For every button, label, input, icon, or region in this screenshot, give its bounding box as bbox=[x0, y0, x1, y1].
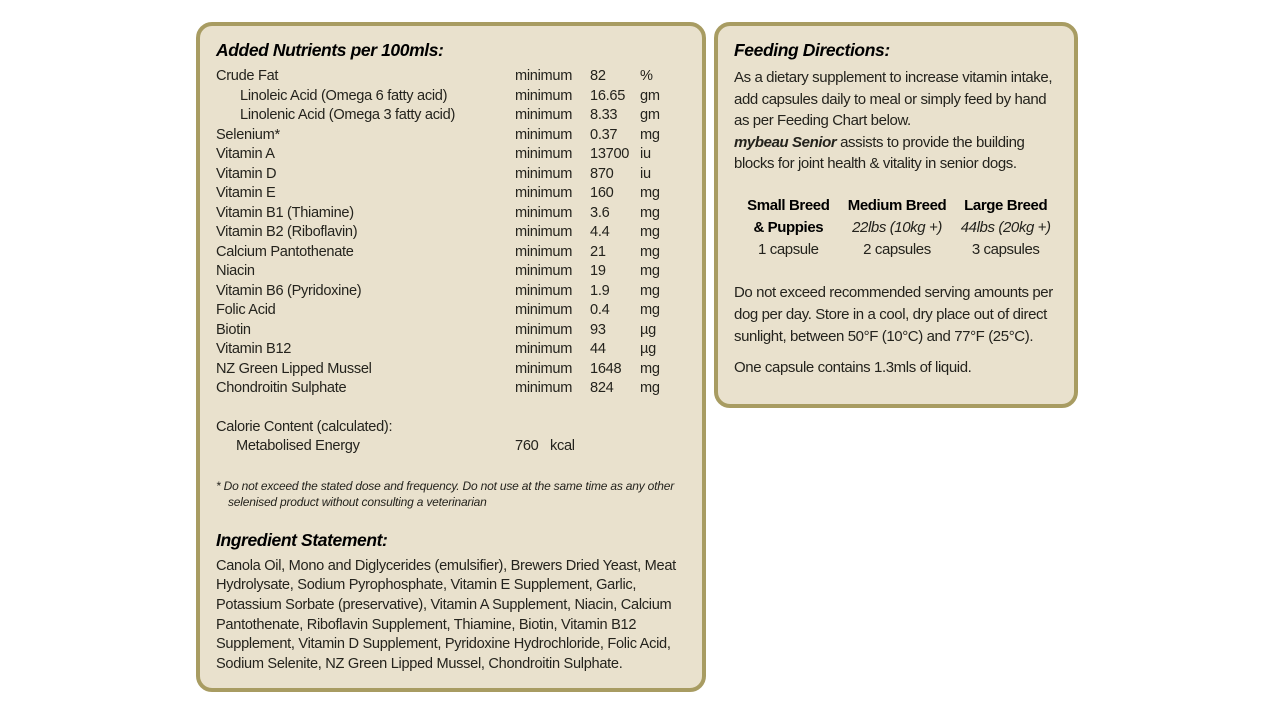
table-row bbox=[216, 184, 686, 204]
nutrient-unit: µg bbox=[640, 321, 656, 338]
nutrient-label: Folic Acid bbox=[216, 302, 276, 318]
nutrient-value: 19 bbox=[590, 263, 606, 279]
nutrient-unit: mg bbox=[640, 282, 660, 299]
nutrient-qualifier: minimum bbox=[515, 107, 573, 123]
nutrient-unit: mg bbox=[640, 243, 660, 260]
capsule-amount: 1 capsule bbox=[758, 240, 819, 258]
nutrient-label: Calcium Pantothenate bbox=[216, 243, 354, 260]
table-row bbox=[216, 67, 686, 87]
nutrient-unit: mg bbox=[640, 224, 660, 240]
brand-name: mybeau Senior bbox=[734, 133, 837, 151]
nutrient-qualifier: minimum bbox=[515, 68, 573, 84]
breed-header: Small Breed bbox=[747, 196, 830, 214]
breed-subheader: & Puppies bbox=[753, 218, 824, 236]
feeding-intro-text: As a dietary supplement to increase vitamin intake, add capsules daily to meal or simply feed by hand as per Feeding Chart below. bbox=[734, 69, 1053, 130]
nutrient-label: Linoleic Acid (Omega 6 fatty acid) bbox=[240, 87, 448, 104]
table-row bbox=[216, 243, 686, 263]
nutrient-value: 1648 bbox=[590, 360, 622, 377]
nutrient-qualifier: minimum bbox=[515, 126, 573, 143]
nutrient-label: Niacin bbox=[216, 263, 255, 279]
table-row bbox=[216, 340, 686, 360]
feeding-chart-column-medium bbox=[843, 195, 952, 260]
ingredient-statement-text: Canola Oil, Mono and Diglycerides (emulsifier), Brewers Dried Yeast, Meat Hydrolysate, Sodium Pyrophosphate, Vitamin E Supplement, Garlic, Potassium Sorbate (preservative), Vitamin A Supplement, Niacin, Calcium Pantothenate, Riboflavin Supplement, Thiamine, Biotin, Vitamin B12 Supplement, Vitamin D Supplement, Pyridoxine Hydrochloride, Folic Acid, Sodium Selenite, NZ Green Lipped Mussel, Chondroitin Sulphate. bbox=[216, 557, 676, 673]
nutrients-title: Added Nutrients per 100mls: bbox=[216, 40, 444, 60]
nutrient-label: Vitamin B2 (Riboflavin) bbox=[216, 224, 358, 240]
table-row bbox=[216, 321, 686, 341]
nutrient-label: Vitamin B6 (Pyridoxine) bbox=[216, 282, 362, 299]
nutrient-qualifier: minimum bbox=[515, 321, 573, 338]
nutrient-qualifier: minimum bbox=[515, 165, 573, 182]
table-row bbox=[216, 145, 686, 165]
table-row bbox=[216, 223, 686, 243]
nutrient-value: 0.4 bbox=[590, 302, 610, 318]
table-row bbox=[216, 165, 686, 185]
nutrient-value: 1.9 bbox=[590, 282, 610, 299]
breed-subheader: 44lbs (20kg +) bbox=[960, 218, 1051, 236]
table-row bbox=[216, 360, 686, 380]
nutrient-value: 82 bbox=[590, 68, 606, 84]
nutrient-value: 870 bbox=[590, 165, 614, 182]
capsule-amount: 2 capsules bbox=[863, 240, 931, 258]
nutrient-value: 4.4 bbox=[590, 224, 610, 240]
nutrient-unit: µg bbox=[640, 341, 656, 357]
nutrient-qualifier: minimum bbox=[515, 263, 573, 279]
feeding-chart-column-large bbox=[951, 195, 1060, 260]
table-row bbox=[216, 262, 686, 282]
nutrient-value: 3.6 bbox=[590, 204, 610, 221]
breed-subheader: 22lbs (10kg +) bbox=[852, 218, 942, 236]
nutrient-unit: mg bbox=[640, 360, 660, 377]
nutrient-value: 13700 bbox=[590, 146, 630, 162]
nutrient-qualifier: minimum bbox=[515, 224, 573, 240]
nutrient-value: 16.65 bbox=[590, 87, 626, 104]
calorie-heading: Calorie Content (calculated): bbox=[216, 418, 393, 435]
nutrient-unit: iu bbox=[640, 146, 651, 162]
nutrient-unit: mg bbox=[640, 126, 660, 143]
selenium-footnote bbox=[216, 478, 686, 511]
calorie-unit: kcal bbox=[550, 438, 575, 454]
footnote-line: * Do not exceed the stated dose and frequency. Do not use at the same time as any other bbox=[216, 478, 675, 493]
brand-benefit-rest: assists to provide the building blocks for joint health & vitality in senior dogs. bbox=[734, 133, 1025, 173]
table-row bbox=[216, 379, 686, 399]
nutrient-label: Linolenic Acid (Omega 3 fatty acid) bbox=[240, 107, 456, 123]
breed-header: Medium Breed bbox=[847, 196, 947, 214]
capsule-volume-note: One capsule contains 1.3mls of liquid. bbox=[734, 359, 972, 377]
calorie-content-section bbox=[216, 418, 686, 457]
nutrient-qualifier: minimum bbox=[515, 341, 573, 357]
nutrient-label: NZ Green Lipped Mussel bbox=[216, 360, 372, 377]
nutrient-qualifier: minimum bbox=[515, 87, 573, 104]
nutrient-qualifier: minimum bbox=[515, 380, 573, 396]
nutrient-value: 21 bbox=[590, 243, 606, 260]
nutrient-value: 8.33 bbox=[590, 107, 618, 123]
nutrient-label: Vitamin B12 bbox=[216, 341, 292, 357]
nutrient-unit: % bbox=[640, 68, 653, 84]
nutrient-label: Selenium* bbox=[216, 126, 280, 143]
feeding-chart bbox=[734, 195, 1060, 260]
capsule-amount: 3 capsules bbox=[971, 240, 1040, 258]
calorie-label: Metabolised Energy bbox=[236, 438, 360, 454]
feeding-directions-title: Feeding Directions: bbox=[734, 40, 890, 60]
nutrient-qualifier: minimum bbox=[515, 360, 573, 377]
nutrient-unit: gm bbox=[640, 107, 660, 123]
table-row bbox=[216, 301, 686, 321]
nutrient-label: Vitamin E bbox=[216, 185, 276, 201]
calorie-row bbox=[216, 437, 686, 457]
table-row bbox=[216, 126, 686, 146]
nutrient-label: Vitamin D bbox=[216, 165, 277, 182]
nutrient-value: 44 bbox=[590, 341, 606, 357]
ingredient-statement-title: Ingredient Statement: bbox=[216, 529, 388, 550]
nutrient-unit: mg bbox=[640, 263, 660, 279]
storage-instructions-text: Do not exceed recommended serving amounts per dog per day. Store in a cool, dry place out of direct sunlight, between 50°F (10°C) and 77°F (25°C). bbox=[734, 284, 1053, 345]
brand-benefit-text bbox=[734, 132, 1060, 175]
nutrient-unit: mg bbox=[640, 380, 660, 396]
nutrient-value: 160 bbox=[590, 185, 614, 201]
nutrient-value: 0.37 bbox=[590, 126, 618, 143]
nutrient-label: Vitamin A bbox=[216, 146, 275, 162]
nutrient-qualifier: minimum bbox=[515, 185, 573, 201]
feeding-directions-panel bbox=[714, 22, 1078, 408]
feeding-chart-column-small bbox=[734, 195, 843, 260]
nutrient-qualifier: minimum bbox=[515, 146, 573, 162]
table-row bbox=[216, 106, 686, 126]
nutrient-qualifier: minimum bbox=[515, 243, 573, 260]
nutrient-unit: mg bbox=[640, 204, 660, 221]
footnote-line: selenised product without consulting a veterinarian bbox=[228, 495, 487, 509]
table-row bbox=[216, 87, 686, 107]
nutrient-label: Vitamin B1 (Thiamine) bbox=[216, 204, 354, 221]
breed-header: Large Breed bbox=[964, 196, 1048, 214]
calorie-value: 760 bbox=[515, 438, 539, 454]
nutrient-qualifier: minimum bbox=[515, 282, 573, 299]
nutrient-label: Biotin bbox=[216, 321, 251, 338]
nutrient-unit: gm bbox=[640, 87, 660, 104]
nutrient-value: 824 bbox=[590, 380, 614, 396]
table-row bbox=[216, 282, 686, 302]
nutrient-unit: mg bbox=[640, 302, 660, 318]
nutrient-qualifier: minimum bbox=[515, 204, 573, 221]
nutrients-table bbox=[216, 67, 686, 399]
nutrient-unit: iu bbox=[640, 165, 651, 182]
nutrient-qualifier: minimum bbox=[515, 302, 573, 318]
nutrients-panel bbox=[196, 22, 706, 692]
nutrient-value: 93 bbox=[590, 321, 606, 338]
nutrient-label: Crude Fat bbox=[216, 68, 279, 84]
nutrient-label: Chondroitin Sulphate bbox=[216, 380, 347, 396]
nutrient-unit: mg bbox=[640, 185, 660, 201]
table-row bbox=[216, 204, 686, 224]
